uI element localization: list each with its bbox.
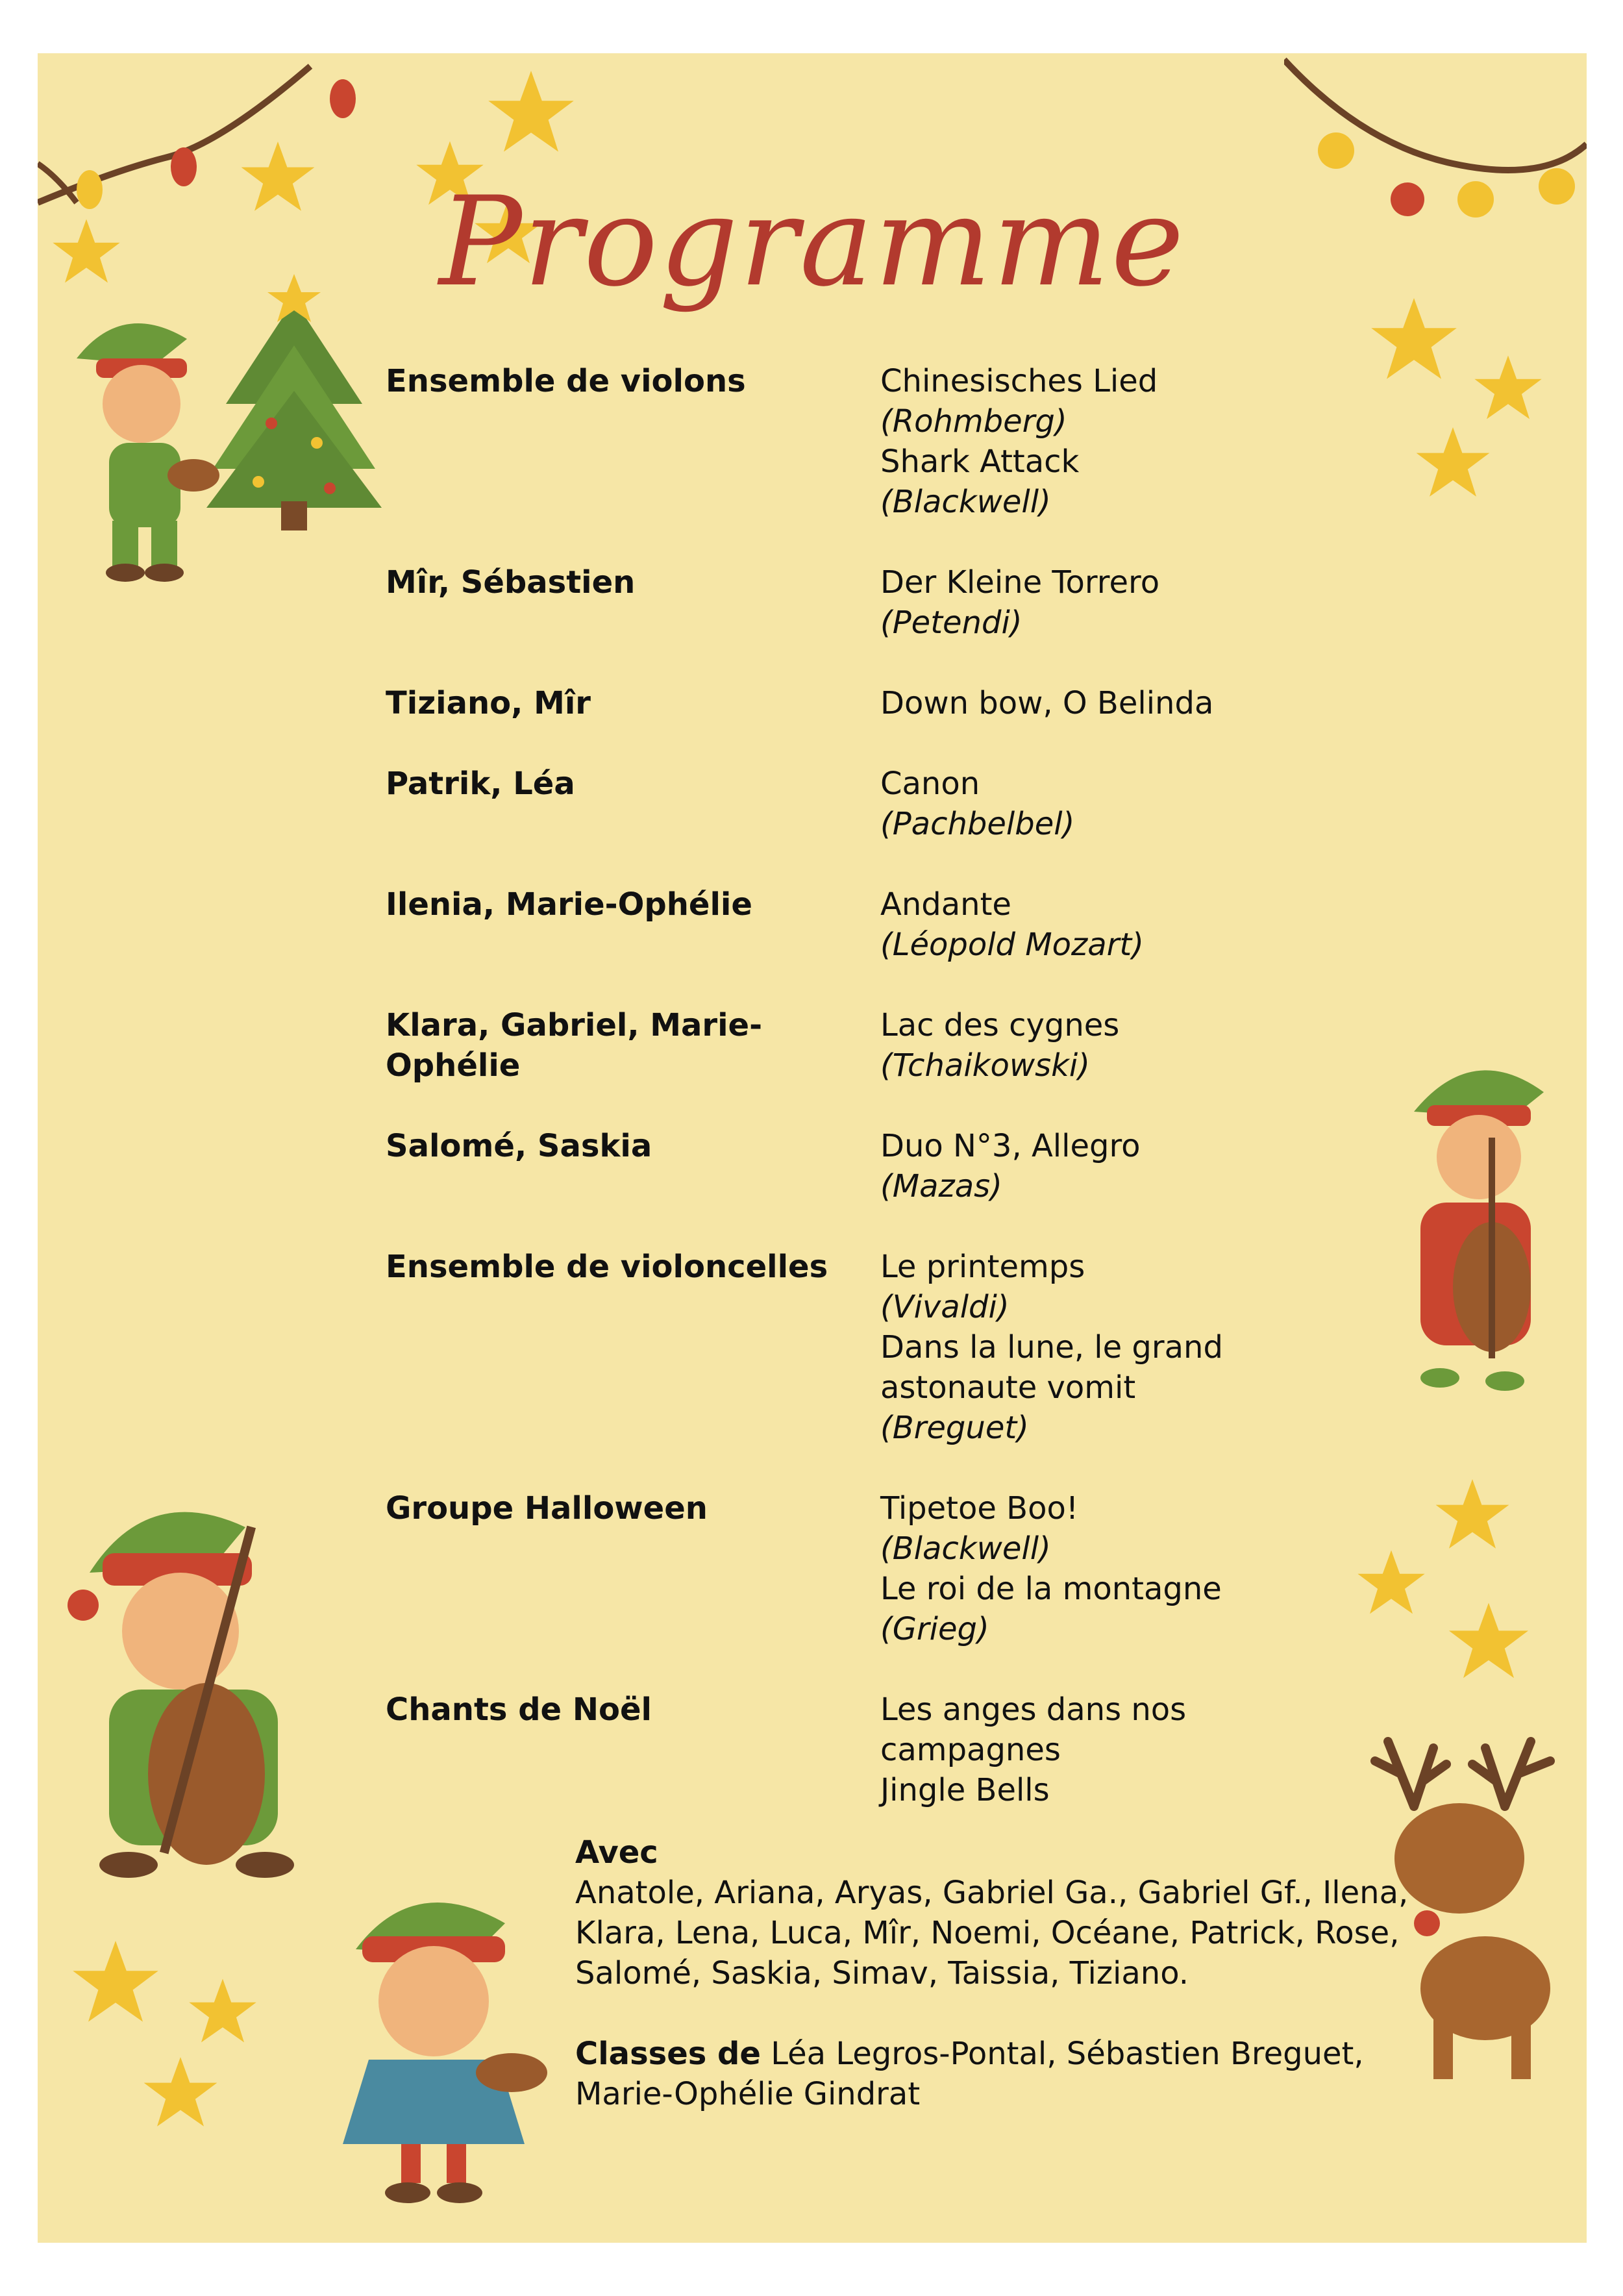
programme-row <box>386 361 1359 522</box>
composer: (Vivaldi) <box>880 1289 1010 1325</box>
elf-violin-icon <box>57 300 232 586</box>
piece-title: Der Kleine Torrero <box>880 564 1160 601</box>
performer: Ensemble de violons <box>386 363 746 399</box>
performer: Chants de Noël <box>386 1691 652 1728</box>
composer: (Pachbelbel) <box>880 806 1075 842</box>
pieces <box>880 764 1359 844</box>
star-icon <box>70 1936 161 2027</box>
classes-names: Léa Legros-Pontal, Sébastien Breguet, Marie-Ophélie Gindrat <box>575 2036 1364 2112</box>
programme-row <box>386 683 1359 723</box>
programme-page <box>38 53 1587 2243</box>
elf-cello-icon <box>1381 1040 1570 1404</box>
composer: (Blackwell) <box>880 484 1051 520</box>
performer: Ensemble de violoncelles <box>386 1249 828 1285</box>
performer: Salomé, Saskia <box>386 1128 652 1164</box>
programme-row <box>386 1488 1359 1649</box>
star-icon <box>142 2053 219 2131</box>
credits <box>575 1832 1419 2114</box>
star-icon <box>1446 1599 1531 1683</box>
programme-row <box>386 884 1359 965</box>
star-icon <box>486 66 576 157</box>
programme-list <box>386 361 1359 1851</box>
performer: Groupe Halloween <box>386 1490 708 1527</box>
piece-title: Lac des cygnes <box>880 1007 1120 1043</box>
classes-label: Classes de <box>575 2036 761 2072</box>
composer: (Breguet) <box>880 1410 1029 1446</box>
pieces <box>880 562 1359 643</box>
composer: (Mazas) <box>880 1168 1002 1204</box>
star-icon <box>1472 352 1544 423</box>
elf-violin-icon <box>297 1858 583 2209</box>
piece-title: Les anges dans nos campagnes <box>880 1691 1187 1768</box>
classes-line <box>575 2034 1419 2114</box>
piece-title: Dans la lune, le grand astonaute vomit <box>880 1329 1223 1406</box>
pieces <box>880 1247 1359 1448</box>
programme-row <box>386 764 1359 844</box>
page-title: Programme <box>439 170 1185 314</box>
avec-names: Anatole, Ariana, Aryas, Gabriel Ga., Gabriel Gf., Ilena, Klara, Lena, Luca, Mîr, Noemi, Océane, Patrick, Rose, Salomé, Saskia, Simav, Taissia, Tiziano. <box>575 1875 1409 1991</box>
programme-row <box>386 1247 1359 1448</box>
programme-row <box>386 562 1359 643</box>
composer: (Petendi) <box>880 605 1022 641</box>
piece-title: Shark Attack <box>880 443 1080 480</box>
piece-title: Duo N°3, Allegro <box>880 1128 1141 1164</box>
pieces <box>880 1488 1359 1649</box>
programme-row <box>386 1690 1359 1810</box>
elf-cello-icon <box>51 1469 343 1884</box>
star-icon <box>1356 1547 1427 1618</box>
performer: Klara, Gabriel, Marie-Ophélie <box>386 1007 763 1084</box>
piece-title: Le printemps <box>880 1249 1085 1285</box>
piece-title: Andante <box>880 886 1011 923</box>
performer: Ilenia, Marie-Ophélie <box>386 886 752 923</box>
star-icon <box>1433 1475 1511 1553</box>
programme-row <box>386 1126 1359 1206</box>
piece-title: Le roi de la montagne <box>880 1571 1222 1607</box>
composer: (Grieg) <box>880 1611 989 1647</box>
piece-title: Down bow, O Belinda <box>880 685 1214 721</box>
performer: Tiziano, Mîr <box>386 685 591 721</box>
pieces <box>880 1126 1359 1206</box>
pieces <box>880 884 1359 965</box>
piece-title: Canon <box>880 766 980 802</box>
star-icon <box>187 1975 258 2047</box>
performer: Mîr, Sébastien <box>386 564 636 601</box>
composer: (Blackwell) <box>880 1530 1051 1567</box>
composer: (Léopold Mozart) <box>880 927 1144 963</box>
piece-title: Jingle Bells <box>880 1772 1050 1808</box>
avec-label: Avec <box>575 1834 658 1871</box>
performer: Patrik, Léa <box>386 766 575 802</box>
pieces <box>880 1005 1359 1086</box>
pieces <box>880 683 1359 723</box>
composer: (Rohmberg) <box>880 403 1067 440</box>
programme-row <box>386 1005 1359 1086</box>
pieces <box>880 1690 1359 1810</box>
pieces <box>880 361 1359 522</box>
star-icon <box>1414 423 1492 501</box>
composer: (Tchaikowski) <box>880 1047 1090 1084</box>
piece-title: Chinesisches Lied <box>880 363 1158 399</box>
piece-title: Tipetoe Boo! <box>880 1490 1079 1527</box>
